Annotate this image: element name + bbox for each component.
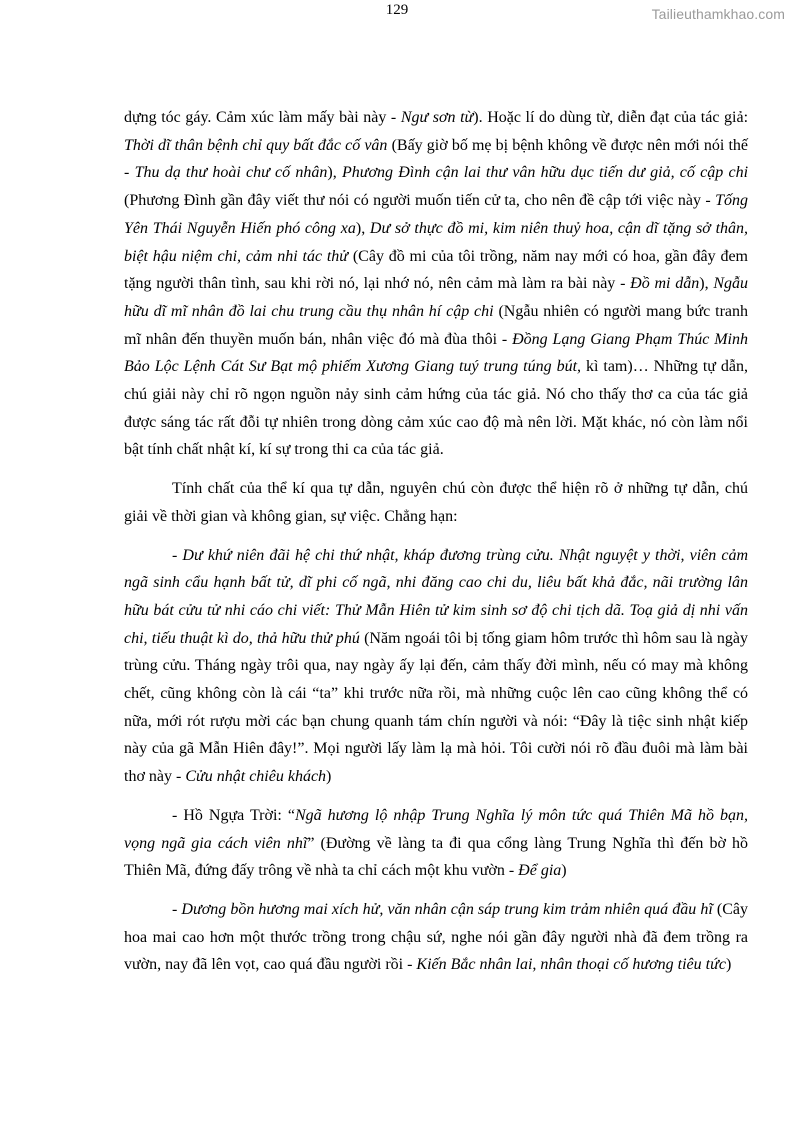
text-run: ) xyxy=(561,862,567,880)
text-run: kì tam)… Những tự dẫn, chú giải này chỉ rõ ngọn nguồn nảy sinh cảm hứng của tác giả. Nó cho thấy thơ ca của tác giả được sáng tác rất đỗi tự nhiên trong dòng cảm xúc cao độ mà nên lời. Mặt khác, nó còn làm nổi bật tính chất nhật kí, kí sự trong thi ca của tác giả. xyxy=(124,358,749,459)
text-run: dựng tóc gáy. Cảm xúc làm mấy bài này - xyxy=(124,109,401,126)
text-run: ), xyxy=(355,219,370,237)
text-run: (Năm ngoái tôi bị tống giam hôm trước thì hôm sau là ngày trùng cửu. Tháng ngày trôi qua, nay ngày ấy lại đến, cảm thấy đời mình, nếu có may mà không chết, cũng không còn là cái “ta” khi trước nữa rồi, mà những cuộc lên cao cũng không thể có nữa, mới rót rượu mời các bạn chung quanh tám chín người và nói: “Đây là tiệc sinh nhật kiếp này của gã Mẫn Hiên đây!”. Mọi người lấy làm lạ mà hỏi. Tôi cười nói rõ đầu đuôi mà làm bài thơ này - xyxy=(124,629,748,786)
italic-text-run: Ngẫu hữu dĩ mĩ nhân đồ lai chu trung cầu thụ nhân hí cập chi xyxy=(124,275,749,320)
text-run: (Bấy giờ bố mẹ bị bệnh không về được nên mới nói thế - xyxy=(124,136,748,182)
text-run: - Hồ Ngựa Trời: “ xyxy=(172,806,295,824)
text-run: ” (Đường về làng ta đi qua cổng làng Trung Nghĩa thì đến bờ hồ Thiên Mã, đứng đấy trông về nhà ta chỉ cách một khu vườn - xyxy=(124,834,749,880)
paragraph xyxy=(124,542,748,791)
text-run: (Ngẫu nhiên có người mang bức tranh mĩ nhân đến thuyền muốn bán, nhân việc đó mà đùa thôi - xyxy=(124,302,749,348)
italic-text-run: Thu dạ thư hoài chư cố nhân xyxy=(134,164,328,182)
text-run: (Cây hoa mai cao hơn một thước trồng trong chậu sứ, nghe nói gần đây người nhà đã đem trồng ra vườn, nay đã lên vọt, cao quá đầu người rồi - xyxy=(124,900,748,974)
text-run: ), xyxy=(327,164,342,182)
italic-text-run: Đồ mi dẫn xyxy=(630,275,700,293)
italic-text-run: Để gia xyxy=(518,862,562,880)
italic-text-run: Tống Yên Thái Nguyễn Hiến phó công xa xyxy=(124,192,748,237)
text-run: (Phương Đình gần đây viết thư nói có người muốn tiến cử ta, cho nên đề cập tới việc này - xyxy=(124,192,716,210)
italic-text-run: Thời dĩ thân bệnh chỉ quy bất đắc cố vân xyxy=(124,136,388,154)
italic-text-run: Phương Đình cận lai thư vân hữu dục tiến dư giả, cố cập chi xyxy=(341,164,749,182)
italic-text-run: - Dương bồn hương mai xích hử, văn nhân cận sáp trung kim trảm nhiên quá đầu hĩ xyxy=(172,900,713,918)
italic-text-run: Đồng Lạng Giang Phạm Thúc Minh Bảo Lộc Lệnh Cát Sư Bạt mộ phiếm Xương Giang tuý trung túng bút, xyxy=(124,330,748,376)
watermark: Tailieuthamkhao.com xyxy=(651,6,785,22)
text-run: (Cây đồ mi của tôi trồng, năm nay mới có hoa, gần đây đem tặng người thân tình, sau khi rời nó, lại nhớ nó, nên cảm mà làm ra bài này - xyxy=(124,247,749,293)
paragraph xyxy=(124,802,748,885)
page-number: 129 xyxy=(385,2,409,18)
italic-text-run: Dư sở thực đồ mi, kim niên thuỷ hoa, cận dĩ tặng sở thân, biệt hậu niệm chi, cảm nhi tác thử xyxy=(124,219,749,265)
italic-text-run: Ngư sơn từ xyxy=(400,109,474,126)
text-run: ). Hoặc lí do dùng từ, diễn đạt của tác giả: xyxy=(473,109,749,126)
text-run: Tính chất của thể kí qua tự dẫn, nguyên chú còn được thể hiện rõ ở những tự dẫn, chú giải về thời gian và không gian, sự việc. Chẳng hạn: xyxy=(124,480,748,525)
text-run: ) xyxy=(725,956,732,974)
italic-text-run: Kiến Bắc nhân lai, nhân thoại cố hương tiêu tức xyxy=(416,956,726,974)
italic-text-run: Ngã hương lộ nhập Trung Nghĩa lý môn tức quá Thiên Mã hồ bạn, vọng ngã gia cách viên nhĩ xyxy=(124,806,749,852)
italic-text-run: - Dư khứ niên đãi hệ chi thứ nhật, kháp đương trùng cửu. Nhật nguyệt y thời, viên cảm ngã sinh cẩu hạnh bất tử, dĩ phi cố ngã, nhi đăng cao chi du, liêu bất khả đắc, nãi trường lân hữu bát cửu tử nhi cáo chi viết: Thử Mẫn Hiên tử kim sinh sơ độ chi tịch dã. Toạ giả dị nhi vấn chi, tiếu thuật kì do, thả hữu thử phú xyxy=(124,546,748,647)
paragraph xyxy=(124,104,748,464)
paragraph xyxy=(124,475,748,530)
text-run: ) xyxy=(326,768,332,786)
paragraph xyxy=(124,896,748,979)
italic-text-run: Cửu nhật chiêu khách xyxy=(185,768,327,786)
document-body xyxy=(124,104,748,990)
text-run: ), xyxy=(699,275,714,293)
